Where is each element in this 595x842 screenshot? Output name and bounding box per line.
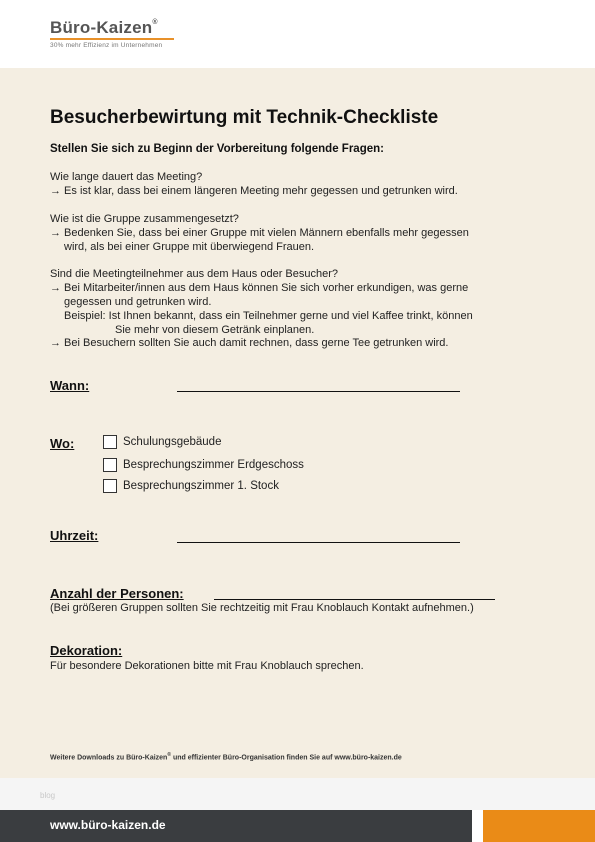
answer-attendees-example: Beispiel: Ist Ihnen bekannt, dass ein Teilnehmer gerne und viel Kaffee trinkt, können xyxy=(64,310,473,322)
label-wann: Wann: xyxy=(50,378,90,393)
page-header xyxy=(0,0,595,68)
answer-group-line1: → Bedenken Sie, dass bei einer Gruppe mit vielen Männern ebenfalls mehr gegessen xyxy=(50,227,469,239)
page-title: Besucherbewirtung mit Technik-Checkliste xyxy=(50,107,439,128)
wann-fill-line[interactable] xyxy=(177,391,460,392)
answer-attendees-example-cont: Sie mehr von diesem Getränk einplanen. xyxy=(115,324,315,336)
label-personen: Anzahl der Personen: xyxy=(50,586,184,601)
option-erdgeschoss[interactable] xyxy=(103,457,304,473)
blog-link[interactable]: blog xyxy=(40,791,56,800)
question-attendees: Sind die Meetingteilnehmer aus dem Haus oder Besucher? xyxy=(50,268,338,280)
answer-duration: → Es ist klar, dass bei einem längeren Meeting mehr gegessen und getrunken wird. xyxy=(50,185,458,197)
option-label: Schulungsgebäude xyxy=(123,436,222,448)
checkbox[interactable] xyxy=(103,435,117,449)
answer-group-line2: wird, als bei einer Gruppe mit überwiegend Frauen. xyxy=(64,241,315,253)
page-subtitle: Stellen Sie sich zu Beginn der Vorbereitung folgende Fragen: xyxy=(50,143,384,155)
footer-accent-block xyxy=(483,810,595,842)
checkbox[interactable] xyxy=(103,479,117,493)
footnote: Weitere Downloads zu Büro-Kaizen® und effizienter Büro-Organisation finden Sie auf www.büro-kaizen.de xyxy=(50,752,402,762)
logo-underline xyxy=(50,38,174,40)
label-wo: Wo: xyxy=(50,436,75,451)
personen-fill-line[interactable] xyxy=(214,599,495,600)
option-label: Besprechungszimmer 1. Stock xyxy=(123,480,279,492)
registered-mark: ® xyxy=(152,19,158,26)
answer-attendees-line1: → Bei Mitarbeiter/innen aus dem Haus können Sie sich vorher erkundigen, was gerne xyxy=(50,282,469,294)
label-dekoration: Dekoration: xyxy=(50,643,123,658)
label-uhrzeit: Uhrzeit: xyxy=(50,528,99,543)
registered-mark: ® xyxy=(167,752,172,758)
question-group: Wie ist die Gruppe zusammengesetzt? xyxy=(50,213,239,225)
checkbox[interactable] xyxy=(103,458,117,472)
answer-attendees-line2: gegessen und getrunken wird. xyxy=(64,296,212,308)
brand-logo: Büro-Kaizen® xyxy=(50,18,158,37)
uhrzeit-fill-line[interactable] xyxy=(177,542,460,543)
option-erster-stock[interactable] xyxy=(103,478,279,494)
answer-visitors: → Bei Besuchern sollten Sie auch damit rechnen, dass gerne Tee getrunken wird. xyxy=(50,337,449,349)
footer-url-link[interactable]: www.büro-kaizen.de xyxy=(50,818,166,832)
option-label: Besprechungszimmer Erdgeschoss xyxy=(123,459,304,471)
personen-hint: (Bei größeren Gruppen sollten Sie rechtzeitig mit Frau Knoblauch Kontakt aufnehmen.) xyxy=(50,602,474,614)
dekoration-text: Für besondere Dekorationen bitte mit Frau Knoblauch sprechen. xyxy=(50,660,364,672)
brand-tagline: 30% mehr Effizienz im Unternehmen xyxy=(50,42,163,49)
question-duration: Wie lange dauert das Meeting? xyxy=(50,171,203,183)
option-schulungsgebaeude[interactable] xyxy=(103,434,221,450)
blog-strip xyxy=(0,778,595,810)
